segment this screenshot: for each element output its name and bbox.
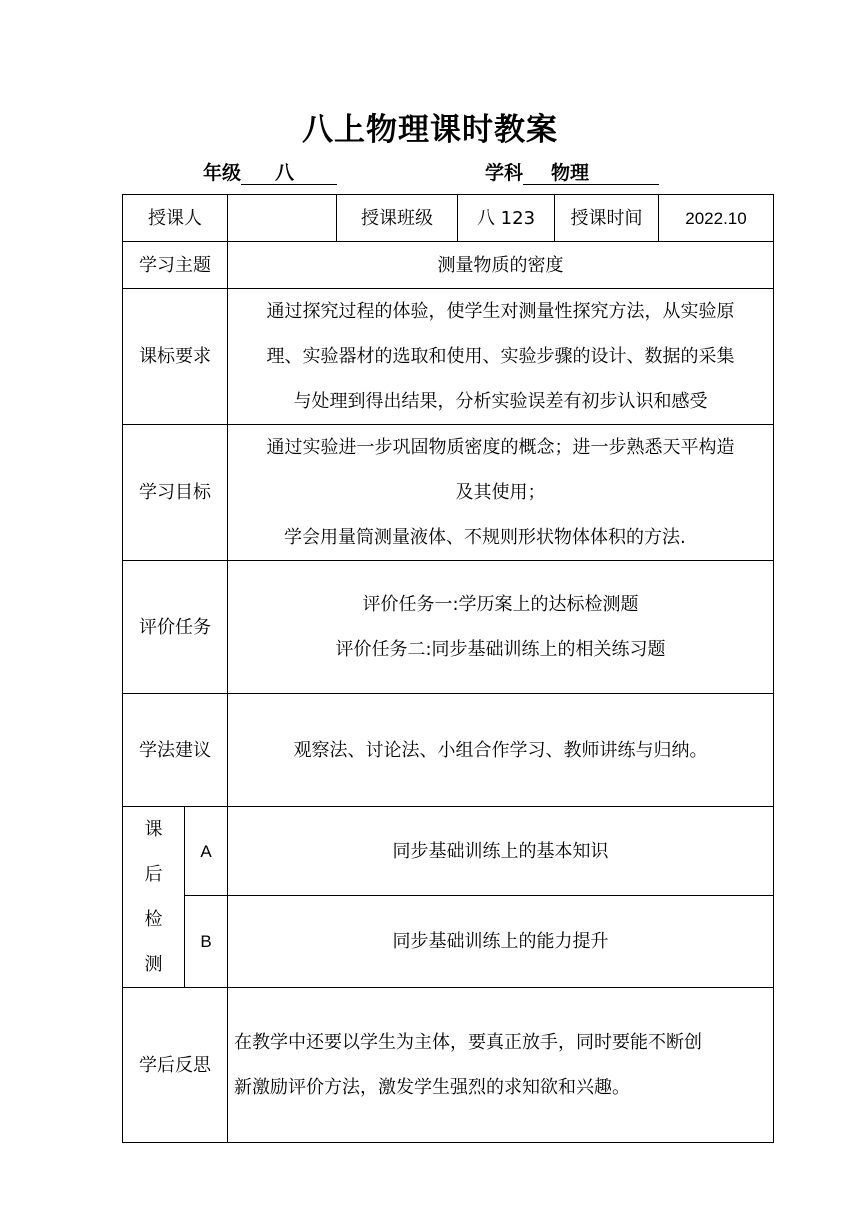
row-goals — [123, 425, 774, 561]
time-value: 2022.10 — [659, 195, 774, 242]
time-label: 授课时间 — [555, 195, 659, 242]
row-topic — [123, 242, 774, 289]
subject-line — [485, 158, 659, 185]
class-value: 八 123 — [458, 195, 555, 242]
topic-label: 学习主题 — [123, 242, 228, 289]
method-label: 学法建议 — [123, 694, 228, 807]
after-test-char: 检 — [144, 909, 163, 930]
reflection-label: 学后反思 — [123, 988, 228, 1143]
row-after-test-b — [123, 896, 774, 988]
grade-line — [203, 158, 337, 185]
teacher-label: 授课人 — [123, 195, 228, 242]
lesson-plan-table — [122, 194, 774, 1143]
goals-value — [228, 425, 774, 561]
reflection-line: 在教学中还要以学生为主体，要真正放手，同时要能不断创 — [234, 1032, 702, 1053]
row-evaluation — [123, 561, 774, 694]
class-label: 授课班级 — [337, 195, 458, 242]
evaluation-label: 评价任务 — [123, 561, 228, 694]
evaluation-line: 评价任务一:学历案上的达标检测题 — [362, 594, 639, 615]
row-header-info — [123, 195, 774, 242]
after-test-value: 同步基础训练上的能力提升 — [228, 896, 774, 988]
goals-label: 学习目标 — [123, 425, 228, 561]
subject-value: 物理 — [523, 162, 659, 185]
standard-line: 理、实验器材的选取和使用、实验步骤的设计、数据的采集 — [266, 346, 735, 367]
document-title: 八上物理课时教案 — [302, 112, 558, 148]
standard-value — [228, 289, 774, 425]
evaluation-value — [228, 561, 774, 694]
evaluation-line: 评价任务二:同步基础训练上的相关练习题 — [335, 639, 666, 660]
row-reflection — [123, 988, 774, 1143]
grade-label: 年级 — [203, 162, 242, 184]
after-test-char: 后 — [144, 864, 163, 885]
grade-value: 八 — [241, 162, 337, 185]
row-after-test-a — [123, 807, 774, 896]
after-test-level: A — [185, 807, 228, 896]
method-value: 观察法、讨论法、小组合作学习、教师讲练与归纳。 — [228, 694, 774, 807]
goals-line: 学会用量筒测量液体、不规则形状物体体积的方法. — [284, 527, 686, 548]
subject-label: 学科 — [485, 162, 524, 184]
reflection-value — [228, 988, 774, 1143]
topic-value: 测量物质的密度 — [228, 242, 774, 289]
after-test-value: 同步基础训练上的基本知识 — [228, 807, 774, 896]
standard-line: 通过探究过程的体验，使学生对测量性探究方法，从实验原 — [266, 301, 735, 322]
teacher-value — [228, 195, 337, 242]
row-standard — [123, 289, 774, 425]
after-test-char: 课 — [144, 819, 163, 840]
goals-line: 通过实验进一步巩固物质密度的概念；进一步熟悉天平构造 — [266, 437, 735, 458]
standard-label: 课标要求 — [123, 289, 228, 425]
standard-line: 与处理到得出结果，分析实验误差有初步认识和感受 — [293, 391, 708, 412]
goals-line: 及其使用； — [455, 482, 546, 503]
row-method — [123, 694, 774, 807]
after-test-char: 测 — [144, 954, 163, 975]
after-test-level: B — [185, 896, 228, 988]
after-test-label — [123, 807, 185, 988]
reflection-line: 新激励评价方法，激发学生强烈的求知欲和兴趣。 — [234, 1077, 630, 1098]
